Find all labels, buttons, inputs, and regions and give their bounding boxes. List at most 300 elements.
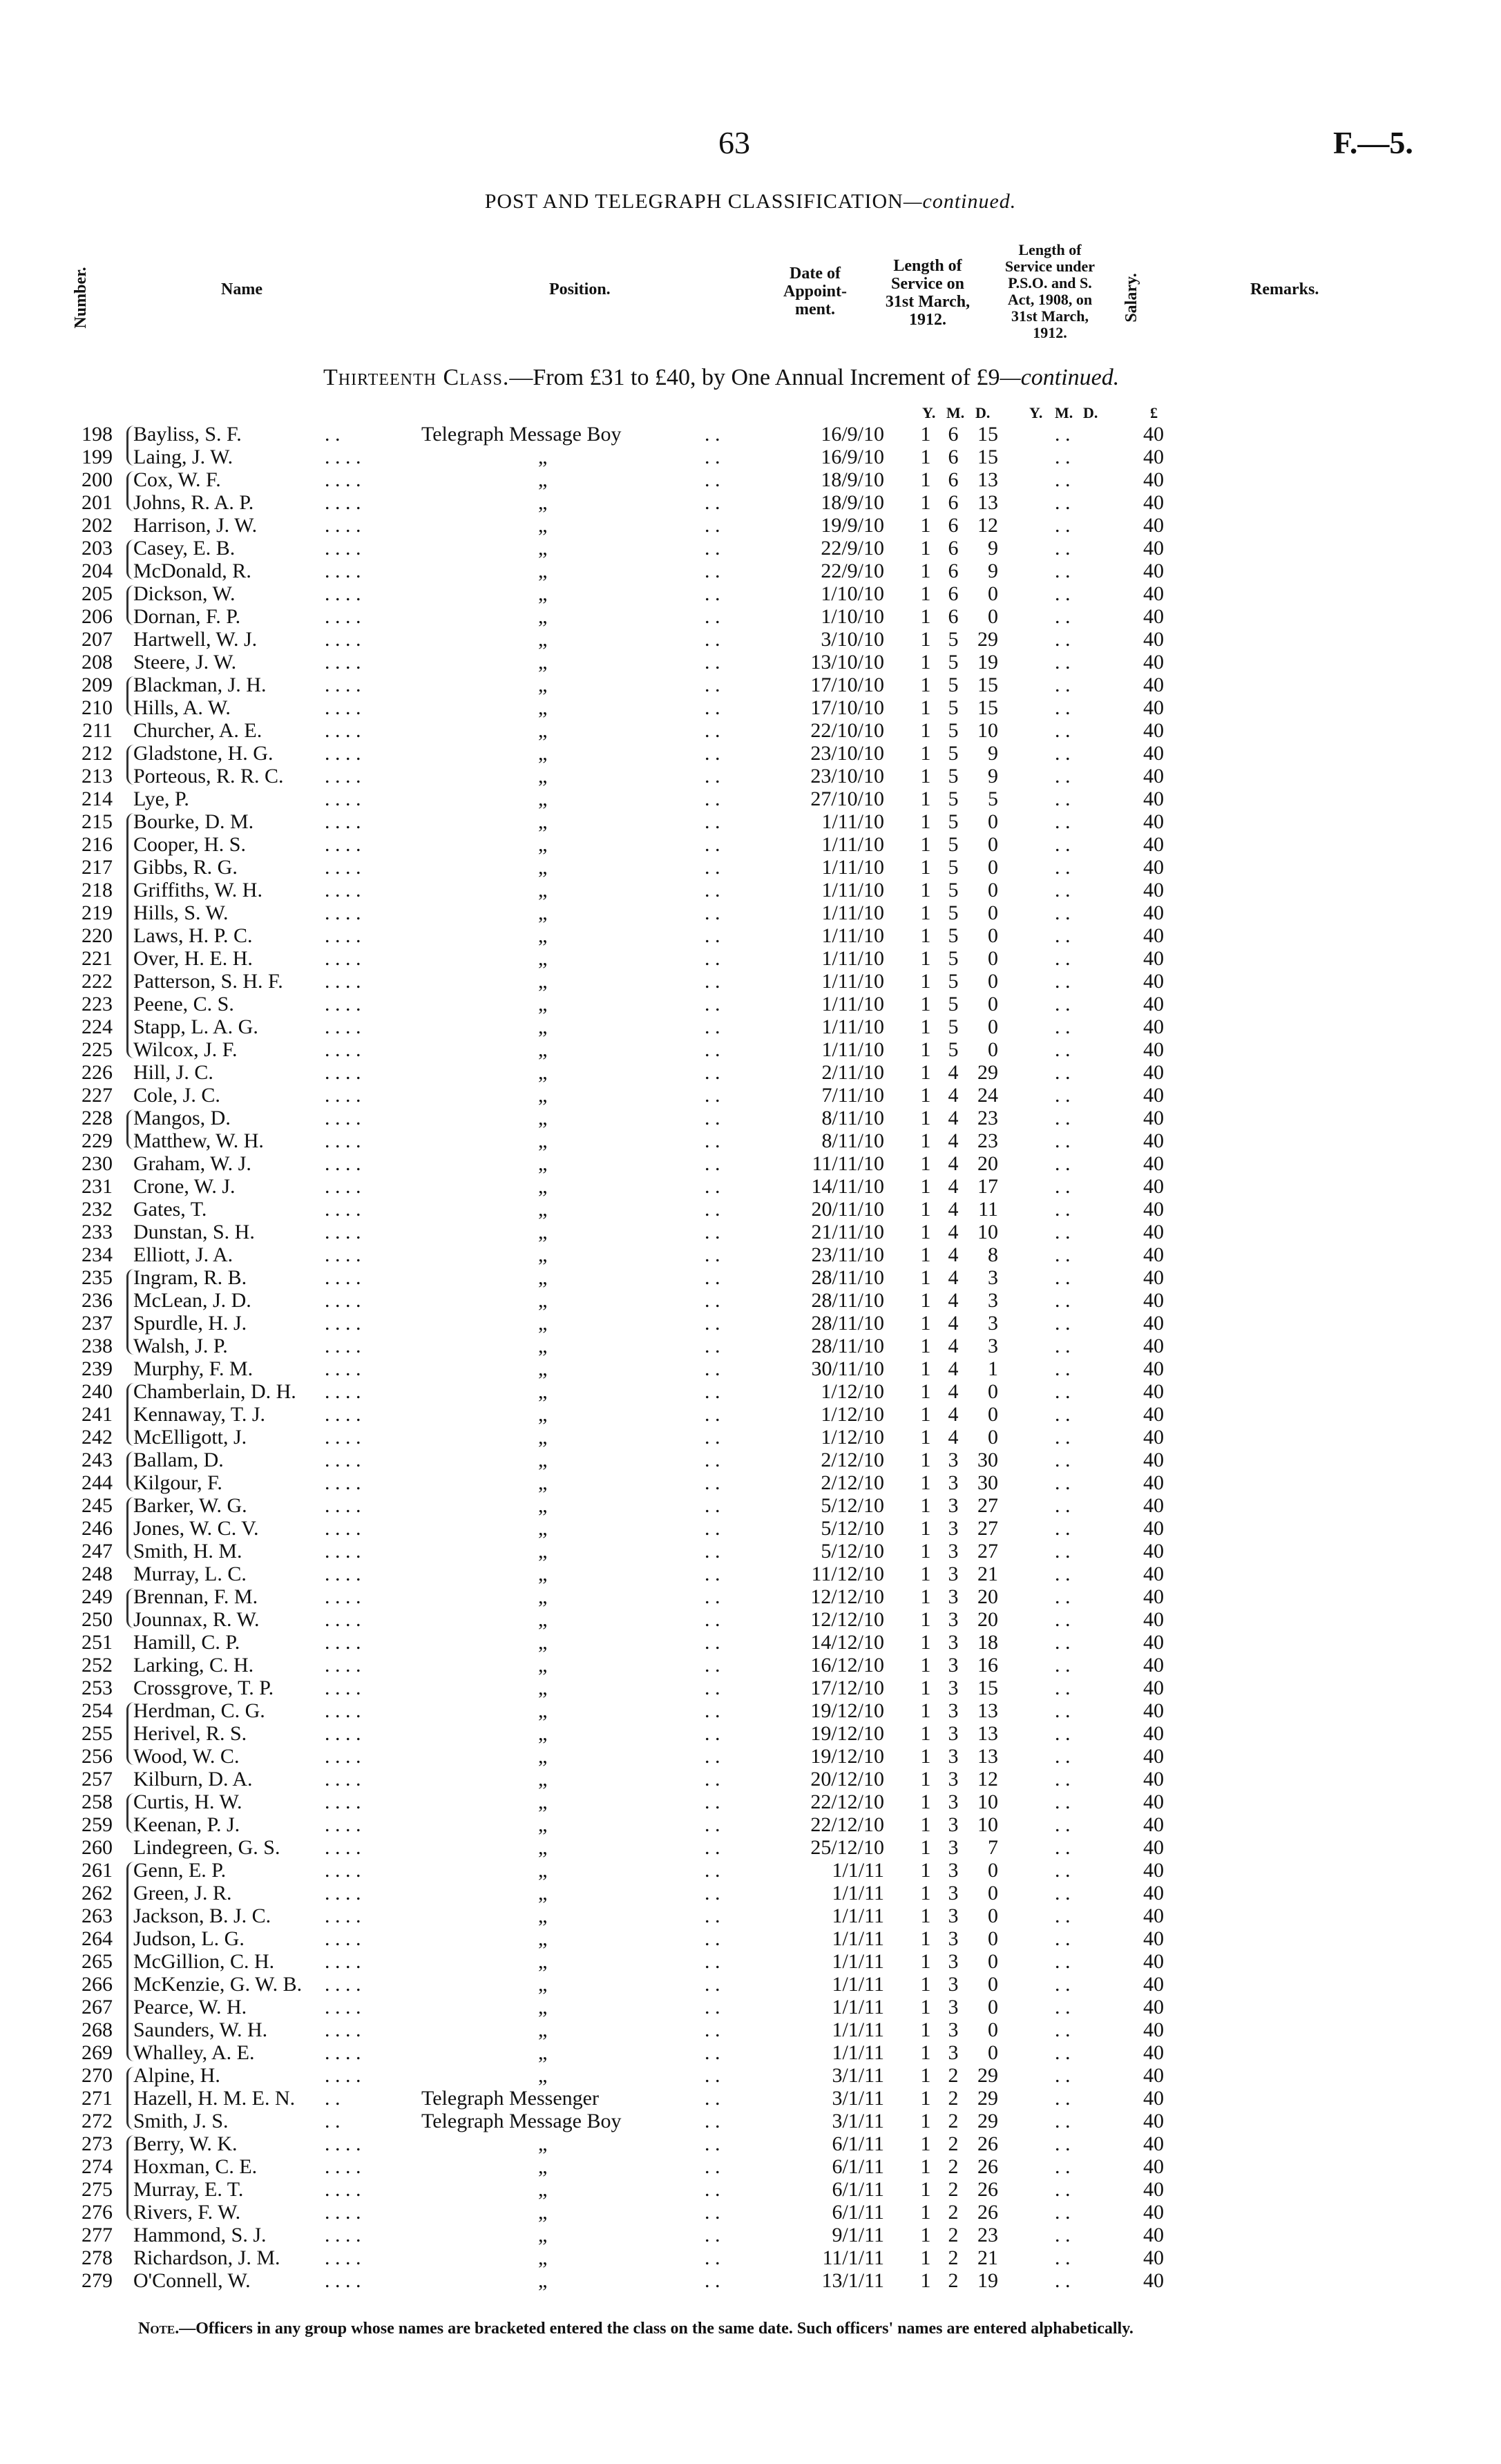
- row-number: 205: [82, 582, 113, 605]
- leader-dots: . .: [1055, 2132, 1071, 2155]
- row-years: 1: [920, 1471, 931, 1494]
- row-salary: 40: [1143, 1107, 1164, 1129]
- leader-dots: . .: [1055, 901, 1071, 924]
- row-date: 1/1/11: [832, 1859, 884, 1882]
- row-years: 1: [920, 514, 931, 537]
- row-salary: 40: [1143, 1768, 1164, 1790]
- row-months: 3: [948, 1494, 959, 1517]
- row-months: 5: [948, 787, 959, 810]
- row-salary: 40: [1143, 2041, 1164, 2064]
- leader-dots: . . . .: [325, 1882, 361, 1904]
- row-number: 217: [82, 856, 113, 879]
- leader-dots: . .: [705, 1699, 720, 1722]
- table-row: [0, 1790, 1501, 1813]
- table-row: [0, 2246, 1501, 2269]
- row-date: 3/1/11: [832, 2110, 884, 2132]
- row-number: 240: [82, 1380, 113, 1403]
- leader-dots: . . . .: [325, 1631, 361, 1654]
- row-number: 204: [82, 560, 113, 582]
- row-name: McGillion, C. H.: [133, 1950, 275, 1973]
- row-years: 1: [920, 1927, 931, 1950]
- row-months: 5: [948, 856, 959, 879]
- leader-dots: . .: [1055, 1426, 1071, 1449]
- table-row: [0, 446, 1501, 468]
- row-salary: 40: [1143, 2201, 1164, 2224]
- leader-dots: . . . .: [325, 2201, 361, 2224]
- row-years: 1: [920, 993, 931, 1015]
- row-salary: 40: [1143, 1357, 1164, 1380]
- row-position: „: [538, 1996, 548, 2018]
- row-number: 224: [82, 1015, 113, 1038]
- row-position: „: [538, 1289, 548, 1312]
- row-name: Dunstan, S. H.: [133, 1221, 255, 1243]
- row-number: 265: [82, 1950, 113, 1973]
- row-salary: 40: [1143, 856, 1164, 879]
- row-months: 2: [948, 2087, 959, 2110]
- row-salary: 40: [1143, 2224, 1164, 2246]
- row-number: 259: [82, 1813, 113, 1836]
- row-months: 3: [948, 1471, 959, 1494]
- leader-dots: . . . .: [325, 514, 361, 537]
- table-row: [0, 879, 1501, 901]
- row-name: McElligott, J.: [133, 1426, 247, 1449]
- row-months: 3: [948, 1950, 959, 1973]
- table-row: [0, 1836, 1501, 1859]
- leader-dots: . .: [705, 1107, 720, 1129]
- row-position: „: [538, 1426, 548, 1449]
- title-text: POST AND TELEGRAPH CLASSIFICATION: [484, 190, 904, 213]
- row-months: 6: [948, 605, 959, 628]
- group-bracket: [126, 585, 134, 625]
- row-date: 20/11/10: [811, 1198, 884, 1221]
- row-months: 2: [948, 2110, 959, 2132]
- row-position: „: [538, 2132, 548, 2155]
- col-length-pso-header: Length of Service on 31st March, 1912.: [885, 257, 971, 329]
- row-years: 1: [920, 1312, 931, 1335]
- row-name: Hill, J. C.: [133, 1061, 213, 1084]
- leader-dots: . . . .: [325, 2178, 361, 2201]
- row-number: 279: [82, 2269, 113, 2292]
- row-number: 225: [82, 1038, 113, 1061]
- leader-dots: . .: [705, 787, 720, 810]
- row-months: 5: [948, 879, 959, 901]
- row-salary: 40: [1143, 1426, 1164, 1449]
- row-days: 10: [977, 1813, 998, 1836]
- row-days: 20: [977, 1608, 998, 1631]
- row-months: 3: [948, 1882, 959, 1904]
- row-name: Smith, H. M.: [133, 1540, 242, 1563]
- row-position: „: [538, 1494, 548, 1517]
- leader-dots: . .: [705, 1836, 720, 1859]
- row-days: 26: [977, 2201, 998, 2224]
- row-salary: 40: [1143, 879, 1164, 901]
- row-position: „: [538, 1266, 548, 1289]
- leader-dots: . .: [1055, 1768, 1071, 1790]
- row-days: 9: [988, 537, 998, 560]
- table-row: [0, 2224, 1501, 2246]
- row-number: 216: [82, 833, 113, 856]
- table-row: [0, 993, 1501, 1015]
- row-position: Telegraph Message Boy: [421, 2110, 622, 2132]
- row-months: 2: [948, 2132, 959, 2155]
- table-row: [0, 1312, 1501, 1335]
- row-days: 9: [988, 560, 998, 582]
- row-position: „: [538, 719, 548, 742]
- row-salary: 40: [1143, 446, 1164, 468]
- row-name: Ingram, R. B.: [133, 1266, 247, 1289]
- leader-dots: . . . .: [325, 1129, 361, 1152]
- row-number: 242: [82, 1426, 113, 1449]
- row-position: „: [538, 1950, 548, 1973]
- leader-dots: . .: [1055, 1403, 1071, 1426]
- leader-dots: . .: [1055, 1335, 1071, 1357]
- row-name: Jounnax, R. W.: [133, 1608, 260, 1631]
- row-date: 28/11/10: [811, 1289, 884, 1312]
- row-date: 27/10/10: [810, 787, 884, 810]
- table-row: [0, 1471, 1501, 1494]
- row-date: 18/9/10: [821, 468, 884, 491]
- row-years: 1: [920, 2269, 931, 2292]
- leader-dots: . .: [705, 2018, 720, 2041]
- row-name: Murray, E. T.: [133, 2178, 244, 2201]
- row-name: Griffiths, W. H.: [133, 879, 262, 901]
- row-name: McKenzie, G. W. B.: [133, 1973, 303, 1996]
- row-number: 235: [82, 1266, 113, 1289]
- row-years: 1: [920, 1107, 931, 1129]
- row-salary: 40: [1143, 514, 1164, 537]
- leader-dots: . .: [1055, 423, 1071, 446]
- row-months: 6: [948, 514, 959, 537]
- row-name: Laing, J. W.: [133, 446, 233, 468]
- row-salary: 40: [1143, 1038, 1164, 1061]
- table-row: [0, 582, 1501, 605]
- row-position: „: [538, 1221, 548, 1243]
- row-number: 264: [82, 1927, 113, 1950]
- row-years: 1: [920, 1517, 931, 1540]
- row-position: „: [538, 1654, 548, 1677]
- leader-dots: . .: [705, 2246, 720, 2269]
- row-salary: 40: [1143, 2110, 1164, 2132]
- row-position: „: [538, 2224, 548, 2246]
- table-row: [0, 651, 1501, 674]
- table-row: [0, 1927, 1501, 1950]
- row-days: 13: [977, 1699, 998, 1722]
- row-years: 1: [920, 1084, 931, 1107]
- row-date: 1/12/10: [821, 1380, 884, 1403]
- row-years: 1: [920, 1540, 931, 1563]
- row-days: 0: [988, 901, 998, 924]
- row-name: Hammond, S. J.: [133, 2224, 267, 2246]
- leader-dots: . . . .: [325, 1380, 361, 1403]
- row-years: 1: [920, 1152, 931, 1175]
- row-months: 6: [948, 582, 959, 605]
- leader-dots: . .: [705, 1631, 720, 1654]
- row-salary: 40: [1143, 1745, 1164, 1768]
- row-months: 5: [948, 696, 959, 719]
- leader-dots: . . . .: [325, 879, 361, 901]
- row-days: 15: [977, 696, 998, 719]
- row-months: 4: [948, 1129, 959, 1152]
- row-position: „: [538, 2064, 548, 2087]
- leader-dots: . . . .: [325, 1494, 361, 1517]
- row-salary: 40: [1143, 674, 1164, 696]
- table-row: [0, 1198, 1501, 1221]
- table-row: [0, 1540, 1501, 1563]
- row-position: „: [538, 1403, 548, 1426]
- table-row: [0, 468, 1501, 491]
- table-row: [0, 2064, 1501, 2087]
- row-days: 5: [988, 787, 998, 810]
- leader-dots: . . . .: [325, 719, 361, 742]
- row-days: 29: [977, 2110, 998, 2132]
- row-salary: 40: [1143, 993, 1164, 1015]
- row-days: 0: [988, 1927, 998, 1950]
- leader-dots: . .: [1055, 833, 1071, 856]
- row-date: 19/9/10: [821, 514, 884, 537]
- leader-dots: . .: [705, 1380, 720, 1403]
- leader-dots: . .: [705, 1722, 720, 1745]
- leader-dots: . . . .: [325, 970, 361, 993]
- leader-dots: . .: [1055, 742, 1071, 765]
- row-position: „: [538, 537, 548, 560]
- row-position: „: [538, 924, 548, 947]
- row-days: 0: [988, 856, 998, 879]
- row-days: 11: [978, 1198, 998, 1221]
- leader-dots: . .: [1055, 2269, 1071, 2292]
- row-date: 28/11/10: [811, 1335, 884, 1357]
- row-days: 29: [977, 1061, 998, 1084]
- row-date: 1/12/10: [821, 1403, 884, 1426]
- leader-dots: . . . .: [325, 1152, 361, 1175]
- row-months: 2: [948, 2246, 959, 2269]
- row-years: 1: [920, 560, 931, 582]
- row-years: 1: [920, 1335, 931, 1357]
- row-name: Dickson, W.: [133, 582, 236, 605]
- row-date: 2/11/10: [821, 1061, 884, 1084]
- row-days: 26: [977, 2155, 998, 2178]
- leader-dots: . .: [1055, 1836, 1071, 1859]
- row-years: 1: [920, 605, 931, 628]
- row-days: 10: [977, 1790, 998, 1813]
- row-date: 1/11/10: [821, 810, 884, 833]
- leader-dots: . .: [705, 947, 720, 970]
- leader-dots: . .: [705, 674, 720, 696]
- row-months: 4: [948, 1357, 959, 1380]
- row-position: „: [538, 765, 548, 787]
- leader-dots: . .: [705, 1859, 720, 1882]
- row-years: 1: [920, 970, 931, 993]
- row-date: 1/10/10: [821, 605, 884, 628]
- row-months: 3: [948, 1517, 959, 1540]
- row-date: 13/1/11: [821, 2269, 884, 2292]
- leader-dots: . .: [1055, 1015, 1071, 1038]
- leader-dots: . . . .: [325, 765, 361, 787]
- col-remarks-header: Remarks.: [1250, 280, 1319, 298]
- leader-dots: . .: [705, 719, 720, 742]
- row-years: 1: [920, 1745, 931, 1768]
- row-days: 15: [977, 446, 998, 468]
- leader-dots: . .: [1055, 537, 1071, 560]
- row-position: „: [538, 1175, 548, 1198]
- row-months: 5: [948, 833, 959, 856]
- row-salary: 40: [1143, 2132, 1164, 2155]
- row-days: 19: [977, 2269, 998, 2292]
- row-years: 1: [920, 2132, 931, 2155]
- row-years: 1: [920, 1585, 931, 1608]
- row-days: 20: [977, 1152, 998, 1175]
- col-position-header: Position.: [549, 280, 611, 298]
- leader-dots: . .: [1055, 970, 1071, 993]
- row-years: 1: [920, 491, 931, 514]
- row-name: Patterson, S. H. F.: [133, 970, 283, 993]
- row-position: „: [538, 514, 548, 537]
- leader-dots: . . . .: [325, 468, 361, 491]
- row-days: 13: [977, 1745, 998, 1768]
- row-position: „: [538, 1722, 548, 1745]
- leader-dots: . . . .: [325, 1426, 361, 1449]
- row-position: „: [538, 787, 548, 810]
- table-row: [0, 901, 1501, 924]
- leader-dots: . .: [705, 1449, 720, 1471]
- leader-dots: . . . .: [325, 1061, 361, 1084]
- row-position: „: [538, 856, 548, 879]
- row-date: 30/11/10: [811, 1357, 884, 1380]
- title-suffix: —continued.: [903, 190, 1017, 213]
- leader-dots: . .: [705, 514, 720, 537]
- group-bracket: [126, 1588, 134, 1628]
- leader-dots: . .: [705, 1175, 720, 1198]
- row-salary: 40: [1143, 1585, 1164, 1608]
- row-salary: 40: [1143, 1380, 1164, 1403]
- row-years: 1: [920, 1608, 931, 1631]
- leader-dots: . . . .: [325, 2224, 361, 2246]
- row-salary: 40: [1143, 1608, 1164, 1631]
- row-number: 260: [82, 1836, 113, 1859]
- row-position: „: [538, 1563, 548, 1585]
- row-salary: 40: [1143, 2246, 1164, 2269]
- table-row: [0, 2178, 1501, 2201]
- row-date: 8/11/10: [821, 1129, 884, 1152]
- row-days: 3: [988, 1289, 998, 1312]
- row-name: Rivers, F. W.: [133, 2201, 241, 2224]
- leader-dots: . . . .: [325, 742, 361, 765]
- leader-dots: . . . .: [325, 2155, 361, 2178]
- row-salary: 40: [1143, 1927, 1164, 1950]
- row-days: 0: [988, 2041, 998, 2064]
- row-days: 13: [977, 468, 998, 491]
- leader-dots: . . . .: [325, 560, 361, 582]
- row-name: Hazell, H. M. E. N.: [133, 2087, 296, 2110]
- row-days: 0: [988, 993, 998, 1015]
- row-months: 3: [948, 1585, 959, 1608]
- row-salary: 40: [1143, 719, 1164, 742]
- row-name: Bayliss, S. F.: [133, 423, 242, 446]
- row-years: 1: [920, 1790, 931, 1813]
- row-months: 2: [948, 2224, 959, 2246]
- row-number: 219: [82, 901, 113, 924]
- row-salary: 40: [1143, 1790, 1164, 1813]
- row-number: 254: [82, 1699, 113, 1722]
- table-row: [0, 1677, 1501, 1699]
- row-months: 4: [948, 1380, 959, 1403]
- row-number: 277: [82, 2224, 113, 2246]
- row-months: 5: [948, 651, 959, 674]
- row-days: 0: [988, 1904, 998, 1927]
- leader-dots: . .: [1055, 1677, 1071, 1699]
- row-date: 3/1/11: [832, 2064, 884, 2087]
- row-position: „: [538, 1152, 548, 1175]
- table-row: [0, 1996, 1501, 2018]
- row-number: 268: [82, 2018, 113, 2041]
- row-years: 1: [920, 1768, 931, 1790]
- leader-dots: . .: [1055, 1175, 1071, 1198]
- row-number: 266: [82, 1973, 113, 1996]
- row-days: 1: [988, 1357, 998, 1380]
- leader-dots: . .: [1055, 856, 1071, 879]
- row-months: 3: [948, 1722, 959, 1745]
- row-months: 2: [948, 2201, 959, 2224]
- row-name: Cole, J. C.: [133, 1084, 220, 1107]
- leader-dots: . .: [705, 1038, 720, 1061]
- leader-dots: . .: [705, 1129, 720, 1152]
- row-number: 228: [82, 1107, 113, 1129]
- row-years: 1: [920, 2087, 931, 2110]
- leader-dots: . .: [705, 1266, 720, 1289]
- row-number: 270: [82, 2064, 113, 2087]
- row-days: 29: [977, 2064, 998, 2087]
- row-name: McLean, J. D.: [133, 1289, 251, 1312]
- row-years: 1: [920, 1403, 931, 1426]
- row-name: Laws, H. P. C.: [133, 924, 253, 947]
- row-days: 29: [977, 628, 998, 651]
- row-salary: 40: [1143, 1289, 1164, 1312]
- row-number: 253: [82, 1677, 113, 1699]
- table-row: [0, 1403, 1501, 1426]
- col-name-header: Name: [221, 280, 262, 298]
- row-position: „: [538, 1038, 548, 1061]
- row-days: 21: [977, 1563, 998, 1585]
- table-row: [0, 628, 1501, 651]
- row-months: 5: [948, 742, 959, 765]
- leader-dots: . .: [1055, 1813, 1071, 1836]
- row-name: Spurdle, H. J.: [133, 1312, 247, 1335]
- table-row: [0, 1768, 1501, 1790]
- row-months: 3: [948, 1745, 959, 1768]
- row-number: 223: [82, 993, 113, 1015]
- leader-dots: . .: [1055, 1312, 1071, 1335]
- leader-dots: . .: [705, 628, 720, 651]
- leader-dots: . .: [325, 423, 341, 446]
- row-date: 1/11/10: [821, 879, 884, 901]
- leader-dots: . . . .: [325, 924, 361, 947]
- row-years: 1: [920, 1654, 931, 1677]
- group-bracket: [126, 813, 134, 1058]
- leader-dots: . .: [1055, 674, 1071, 696]
- row-date: 22/12/10: [810, 1790, 884, 1813]
- row-position: „: [538, 2018, 548, 2041]
- row-position: „: [538, 1768, 548, 1790]
- leader-dots: . .: [1055, 879, 1071, 901]
- table-row: [0, 674, 1501, 696]
- row-months: 4: [948, 1152, 959, 1175]
- leader-dots: . .: [705, 1973, 720, 1996]
- row-date: 12/12/10: [810, 1585, 884, 1608]
- row-date: 1/1/11: [832, 1927, 884, 1950]
- group-bracket: [126, 1383, 134, 1446]
- row-position: „: [538, 2246, 548, 2269]
- table-row: [0, 833, 1501, 856]
- row-position: „: [538, 1836, 548, 1859]
